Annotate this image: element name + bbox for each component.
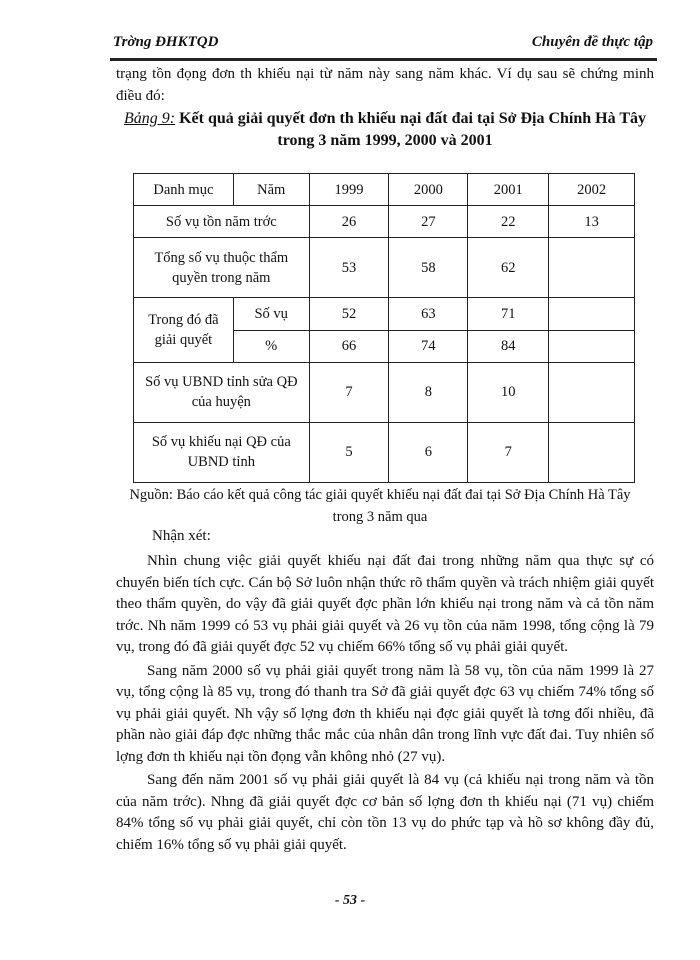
cell-value: 27 [389,206,468,238]
table-row [134,362,635,422]
table-row [134,238,635,298]
row-label: Số vụ UBND tỉnh sửa QĐ của huyện [134,362,310,422]
row-group-label: Trong đó đã giải quyết [134,298,234,362]
cell-value: 5 [309,422,389,482]
cell-value: 7 [468,422,549,482]
cell-value [549,238,635,298]
body-text [116,551,654,858]
row-label: Số vụ khiếu nại QĐ của UBND tỉnh [134,422,310,482]
table-source: Nguồn: Báo cáo kết quả công tác giải quyết khiếu nại đất đai tại Sở Địa Chính Hà Tây trong 3 năm qua [129,487,631,525]
cell-value: 52 [309,298,389,330]
table-row [134,298,635,330]
cell-value [549,362,635,422]
header-year: Năm [233,174,309,206]
results-table [133,173,635,483]
page-header [113,34,653,58]
cell-value: 53 [309,238,389,298]
table-header-row [134,174,635,206]
paragraph: Sang đến năm 2001 số vụ phải giải quyết là 84 vụ (cả khiếu nại trong năm và tồn của năm trớc). Nhng đã giải quyết đợc cơ bản số lợng đơn th khiếu nại (71 vụ) chiếm 84% tổng số vụ phải giải quyết, chỉ còn tồn 13 vụ do phức tạp và hồ sơ không đầy đủ, chiếm 16% tổng số vụ phải giải quyết. [116,772,654,853]
cell-value: 6 [389,422,468,482]
cell-value: 8 [389,362,468,422]
table-caption-text: Kết quả giải quyết đơn th khiếu nại đất đai tại Sở Địa Chính Hà Tây trong 3 năm 1999, 2000 và 2001 [175,110,646,149]
table-caption [112,108,658,152]
cell-value: 13 [549,206,635,238]
header-rule [110,58,657,61]
cell-value [549,422,635,482]
page-number: - 53 - [334,893,366,908]
cell-value: 74 [389,330,468,362]
cell-value [549,298,635,330]
row-label: Tổng số vụ thuộc thẩm quyền trong năm [134,238,310,298]
cell-value: 62 [468,238,549,298]
year-2000: 2000 [389,174,468,206]
header-category: Danh mục [134,174,234,206]
cell-value: 84 [468,330,549,362]
table-row [134,422,635,482]
table-row [134,206,635,238]
row-sublabel: Số vụ [233,298,309,330]
cell-value: 71 [468,298,549,330]
header-right: Chuyên đề thực tập [531,34,653,50]
year-2002: 2002 [549,174,635,206]
paragraph: Nhìn chung việc giải quyết khiếu nại đất đai trong những năm qua thực sự có chuyển biến tích cực. Cán bộ Sở luôn nhận thức rõ thẩm quyền và trách nhiệm giải quyết theo thẩm quyền, do vậy đã giải quyết đợc phần lớn khiếu nại trong năm và cả tồn năm trớc. Nh năm 1999 có 53 vụ phải giải quyết và 26 vụ tồn của năm 1998, tổng cộng là 79 vụ, trong đó đã giải quyết đợc 52 vụ chiếm 66% tổng số vụ phải giải quyết. [116,553,654,655]
header-left: Trờng ĐHKTQD [113,34,219,50]
cell-value: 58 [389,238,468,298]
intro-paragraph: trạng tồn đọng đơn th khiếu nại từ năm này sang năm khác. Ví dụ sau sẽ chứng minh điều đó: [116,66,654,104]
cell-value: 22 [468,206,549,238]
cell-value: 63 [389,298,468,330]
row-sublabel: % [233,330,309,362]
cell-value: 26 [309,206,389,238]
year-1999: 1999 [309,174,389,206]
remark-label: Nhận xét: [152,528,211,544]
table-caption-label: Bảng 9: [124,110,176,127]
cell-value: 66 [309,330,389,362]
paragraph: Sang năm 2000 số vụ phải giải quyết trong năm là 58 vụ, tồn của năm 1999 là 27 vụ, tổng cộng là 85 vụ, trong đó thanh tra Sở đã giải quyết đợc 63 vụ chiếm 74% tổng số vụ phải giải quyết. Nh vậy số lợng đơn th khiếu nại đợc giải quyết là tơng đối nhiều, đã phần nào giải đáp đợc những thắc mắc của nhân dân trong lĩnh vực đất đai. Tuy nhiên số lợng đơn th khiếu nại tồn đọng vẫn không nhỏ (27 vụ). [116,662,654,765]
year-2001: 2001 [468,174,549,206]
cell-value [549,330,635,362]
row-label: Số vụ tồn năm trớc [134,206,310,238]
cell-value: 7 [309,362,389,422]
cell-value: 10 [468,362,549,422]
